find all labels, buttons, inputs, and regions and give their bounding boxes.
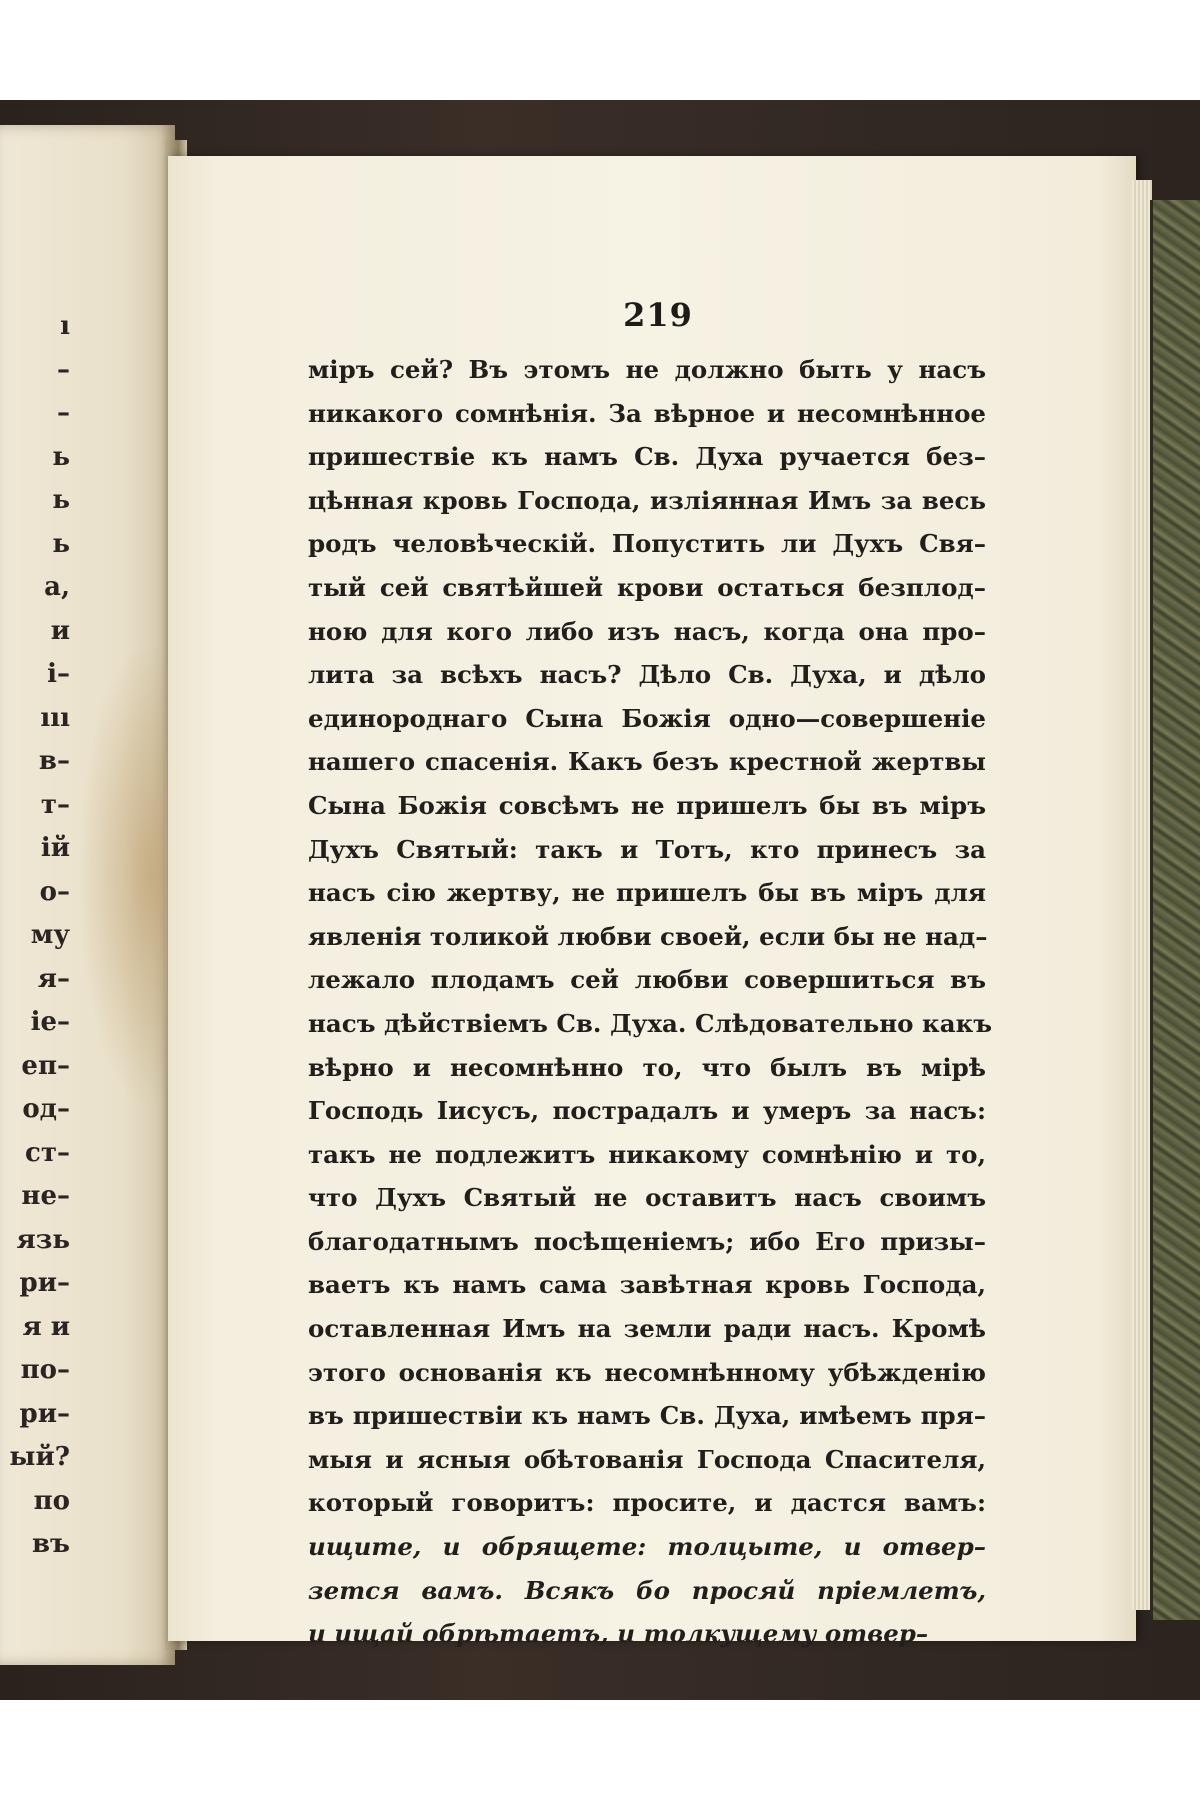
left-page-fragment: ııı	[40, 702, 70, 733]
left-page-fragment: ый?	[9, 1442, 70, 1472]
text-line: что Духъ Святый не оставитъ насъ своимъ	[308, 1183, 986, 1213]
left-page-fragment: а,	[44, 572, 70, 602]
marbled-cover	[1150, 200, 1200, 1620]
text-line: Господь Іисусъ, пострадалъ и умеръ за насъ:	[308, 1096, 986, 1126]
left-page-fragment: од–	[22, 1094, 70, 1124]
text-line: въ пришествіи къ намъ Св. Духа, имѣемъ пря–	[308, 1401, 986, 1431]
text-line: зется вамъ. Всякъ бо просяй пріемлетъ,	[308, 1575, 986, 1605]
text-line: насъ сію жертву, не пришелъ бы въ міръ для	[308, 878, 986, 908]
text-line: и ищай обрѣтаетъ, и толкущему отвер–	[308, 1619, 929, 1649]
left-page-fragment: въ	[31, 1529, 70, 1559]
left-page-fragment: о–	[39, 876, 70, 907]
left-page-fragment: в–	[38, 746, 70, 776]
left-page-fragment: іе–	[30, 1007, 70, 1037]
text-line: тый сей святѣйшей крови остаться безплод–	[308, 572, 986, 602]
text-line: мыя и ясныя обѣтованія Господа Спасителя,	[308, 1444, 986, 1474]
left-page-fragment: і–	[47, 659, 70, 689]
text-line: никакого сомнѣнія. За вѣрное и несомнѣнное	[308, 398, 986, 428]
text-line: который говоритъ: просите, и дастся вамъ:	[308, 1488, 986, 1518]
text-line: оставленная Имъ на земли ради насъ. Кромѣ	[308, 1314, 986, 1344]
text-line: пришествіе къ намъ Св. Духа ручается без–	[308, 442, 986, 472]
page-body-text	[308, 348, 993, 1656]
text-line: міръ сей? Въ этомъ не должно быть у насъ	[308, 355, 986, 384]
left-page-fragment: ı	[60, 311, 70, 341]
text-line: единороднаго Сына Божія одно—совершеніе	[308, 703, 986, 733]
left-page-fragment: ст–	[25, 1137, 70, 1168]
left-page-fragment: ій	[40, 833, 70, 863]
left-page-fragment: т–	[40, 789, 70, 820]
text-line: ищите, и обрящете: толцыте, и отвер–	[308, 1532, 986, 1562]
left-page-fragment: еп–	[21, 1050, 70, 1081]
text-line: Сына Божія совсѣмъ не пришелъ бы въ міръ	[308, 790, 986, 820]
page-number: 219	[623, 296, 693, 334]
left-page-fragment: ри–	[19, 1268, 70, 1298]
text-line: вѣрно и несомнѣнно то, что былъ въ мірѣ	[308, 1052, 986, 1082]
left-page-fragment: ь	[52, 528, 70, 559]
left-page-fragment: я и	[22, 1311, 70, 1342]
page-edges	[1132, 180, 1152, 1610]
text-line: этого основанія къ несомнѣнному убѣжденію	[308, 1357, 986, 1387]
left-page-fragment: я–	[37, 963, 70, 994]
text-line: родъ человѣческій. Попустить ли Духъ Свя–	[308, 529, 986, 559]
left-page-text-fragments	[0, 305, 70, 1567]
left-page	[0, 125, 175, 1665]
left-page-fragment: не–	[21, 1181, 70, 1211]
left-page-fragment: по–	[20, 1355, 70, 1385]
left-page-fragment: ри–	[19, 1398, 70, 1429]
text-line: такъ не подлежитъ никакому сомнѣнію и то,	[308, 1139, 986, 1169]
left-page-fragment: –	[57, 354, 70, 385]
text-line: Духъ Святый: такъ и Тотъ, кто принесъ за	[308, 834, 986, 864]
text-line: ваетъ къ намъ сама завѣтная кровь Господа,	[308, 1270, 986, 1300]
left-page-fragment: по	[33, 1485, 70, 1516]
text-line: насъ дѣйствіемъ Св. Духа. Слѣдовательно какъ	[308, 1008, 993, 1038]
left-page-fragment: ь	[52, 441, 70, 472]
left-page-fragment: язь	[16, 1224, 70, 1255]
text-line: явленія толикой любви своей, если бы не над–	[308, 921, 988, 951]
text-line: ною для кого либо изъ насъ, когда она про–	[308, 616, 986, 646]
left-page-fragment: –	[57, 398, 70, 428]
text-line: лежало плодамъ сей любви совершиться въ	[308, 965, 986, 995]
left-page-fragment: ь	[52, 485, 70, 515]
left-page-fragment: и	[50, 615, 70, 646]
left-page-fragment: му	[30, 920, 70, 950]
text-line: цѣнная кровь Господа, изліянная Имъ за весь	[308, 485, 986, 515]
text-line: лита за всѣхъ насъ? Дѣло Св. Духа, и дѣло	[308, 660, 986, 690]
text-line: нашего спасенія. Какъ безъ крестной жертвы	[308, 747, 986, 777]
text-line: благодатнымъ посѣщеніемъ; ибо Его призы–	[308, 1226, 986, 1256]
